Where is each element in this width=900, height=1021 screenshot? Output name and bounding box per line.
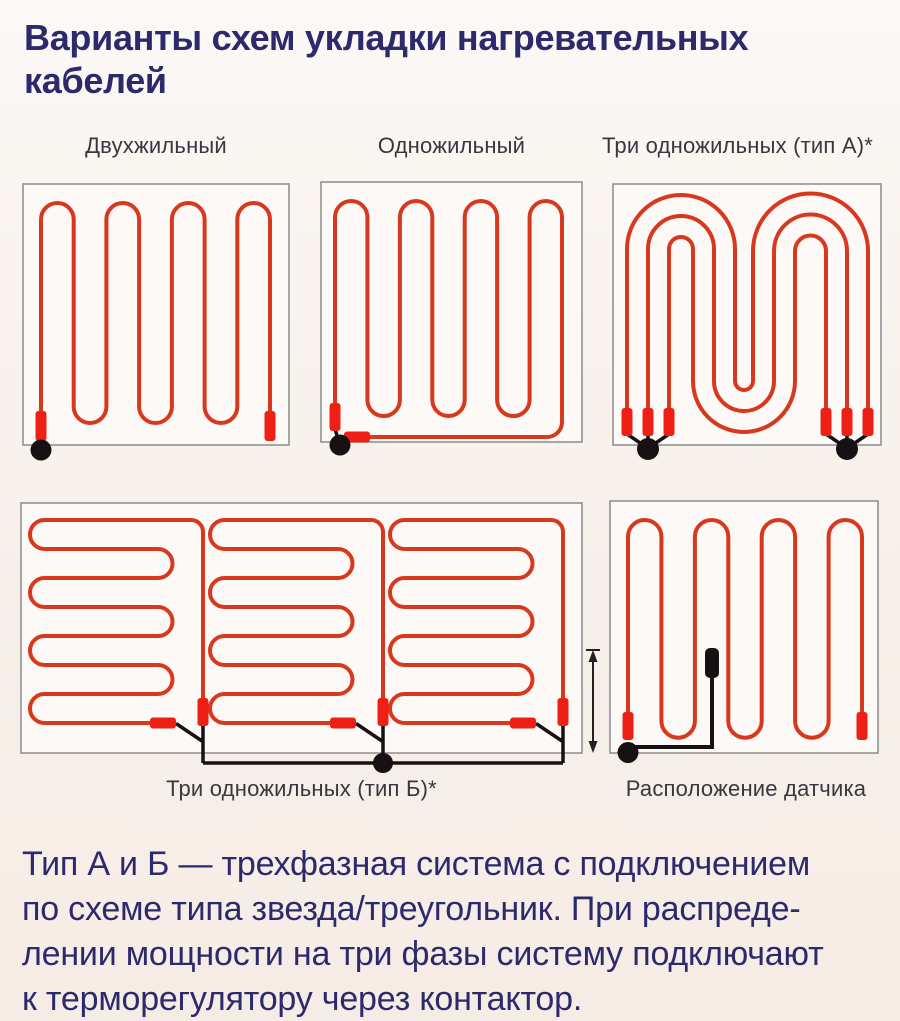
heated-mat-outline	[23, 184, 289, 445]
power-connection-dot	[31, 440, 52, 461]
cable-end-cap	[623, 712, 634, 740]
cable-end-cap	[821, 408, 832, 436]
label-single-core: Одножильный	[377, 133, 526, 158]
heated-mat-outline	[610, 501, 878, 753]
diagram-three-single-core-type-b	[20, 502, 583, 780]
diagram-single-core-cable	[320, 181, 583, 466]
label-three-single-type-b: Три одножильных (тип Б)*	[166, 776, 437, 801]
footnote-line: лении мощности на три фазы систему подключают	[22, 935, 824, 973]
power-connection-dot	[330, 435, 351, 456]
cable-end-cap	[664, 408, 675, 436]
footnote-line: Тип А и Б — трехфазная система с подключением	[22, 845, 810, 883]
cable-end-cap	[378, 698, 389, 726]
power-connection-dot	[836, 438, 858, 460]
cable-end-cap	[842, 408, 853, 436]
cable-end-cap	[330, 403, 341, 431]
cable-end-cap	[150, 718, 176, 729]
cable-end-cap	[643, 408, 654, 436]
sensor-height-dimension-arrow	[586, 650, 600, 753]
diagram-three-single-core-type-a	[612, 183, 882, 468]
heated-mat-outline	[613, 184, 881, 445]
label-three-single-type-a: Три одножильных (тип А)*	[601, 133, 874, 158]
diagram-sensor-placement	[579, 500, 881, 785]
power-connection-dot	[618, 742, 639, 763]
page-title: Варианты схем укладки нагревательных кабелей	[24, 17, 749, 101]
diagram-two-core-cable	[22, 183, 290, 468]
heated-mat-outline	[321, 182, 582, 442]
power-connection-dot	[373, 753, 393, 773]
cable-end-cap	[622, 408, 633, 436]
label-sensor-placement: Расположение датчика	[625, 776, 867, 801]
cable-end-cap	[857, 712, 868, 740]
cable-end-cap	[558, 698, 569, 726]
cable-end-cap	[510, 718, 536, 729]
cable-end-cap	[863, 408, 874, 436]
footnote-line: по схеме типа звезда/треугольник. При распреде-	[22, 890, 801, 928]
footnote	[22, 842, 892, 1021]
cable-end-cap	[265, 411, 276, 441]
power-connection-dot	[637, 438, 659, 460]
footnote-line: к терморегулятору через контактор.	[22, 980, 583, 1018]
cable-end-cap	[330, 718, 356, 729]
sensor-probe	[705, 648, 719, 678]
label-two-core: Двухжильный	[85, 133, 227, 158]
cable-end-cap	[36, 411, 47, 441]
cable-end-cap	[198, 698, 209, 726]
heated-mat-outline	[21, 503, 582, 753]
